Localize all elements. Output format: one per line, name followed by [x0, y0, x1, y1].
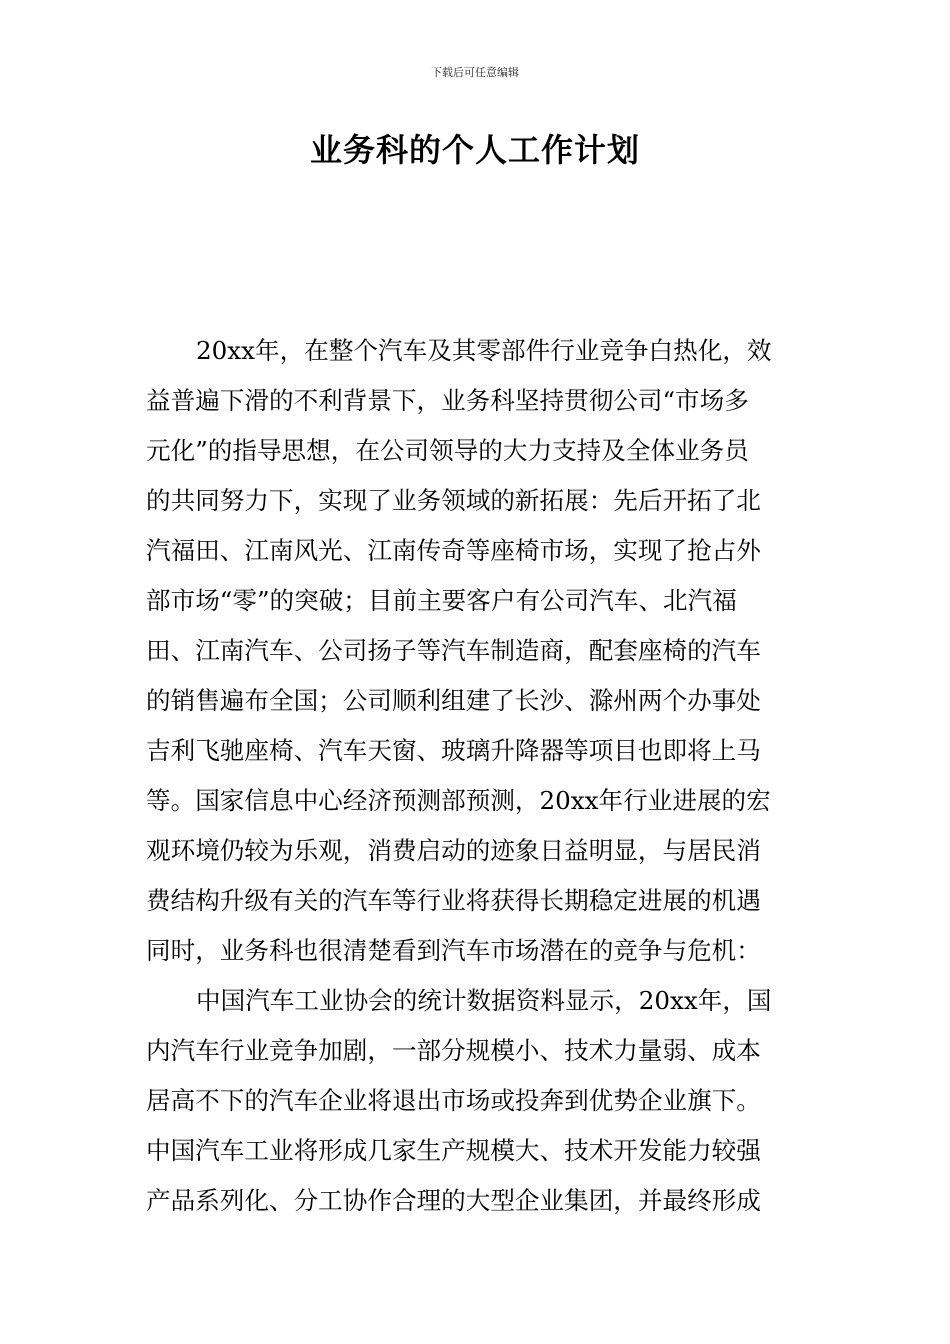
body-line: 20xx年，在整个汽车及其零部件行业竞争白热化，效	[196, 336, 772, 365]
body-line: 吉利飞驰座椅、汽车天窗、玻璃升降器等项目也即将上马	[146, 736, 761, 765]
body-line: 费结构升级有关的汽车等行业将获得长期稳定进展的机遇	[146, 886, 761, 915]
body-line: 的销售遍布全国；公司顺利组建了长沙、滁州两个办事处	[146, 686, 761, 715]
body-line: 中国汽车工业协会的统计数据资料显示，20xx年，国	[196, 986, 772, 1015]
body-line: 部市场“零”的突破；目前主要客户有公司汽车、北汽福	[146, 586, 737, 615]
header-note: 下载后可任意编辑	[431, 66, 519, 79]
body-line: 益普遍下滑的不利背景下，业务科坚持贯彻公司“市场多	[146, 386, 749, 415]
body-line: 同时，业务科也很清楚看到汽车市场潜在的竞争与危机：	[146, 936, 761, 965]
body-line: 中国汽车工业将形成几家生产规模大、技术开发能力较强	[146, 1136, 761, 1165]
body-line: 元化”的指导思想，在公司领导的大力支持及全体业务员	[146, 436, 749, 465]
body-line: 内汽车行业竞争加剧，一部分规模小、技术力量弱、成本	[146, 1036, 761, 1065]
document-title: 业务科的个人工作计划	[309, 131, 640, 169]
body-line: 等。国家信息中心经济预测部预测，20xx年行业进展的宏	[146, 786, 771, 815]
body-line: 观环境仍较为乐观，消费启动的迹象日益明显，与居民消	[146, 836, 761, 865]
body-line: 汽福田、江南风光、江南传奇等座椅市场，实现了抢占外	[146, 536, 761, 565]
body-line: 居高不下的汽车企业将退出市场或投奔到优势企业旗下。	[146, 1086, 761, 1115]
body-line: 田、江南汽车、公司扬子等汽车制造商，配套座椅的汽车	[146, 636, 761, 665]
body-line: 产品系列化、分工协作合理的大型企业集团，并最终形成	[146, 1186, 761, 1215]
body-line: 的共同努力下，实现了业务领域的新拓展：先后开拓了北	[146, 486, 761, 515]
document-body	[146, 326, 808, 1226]
